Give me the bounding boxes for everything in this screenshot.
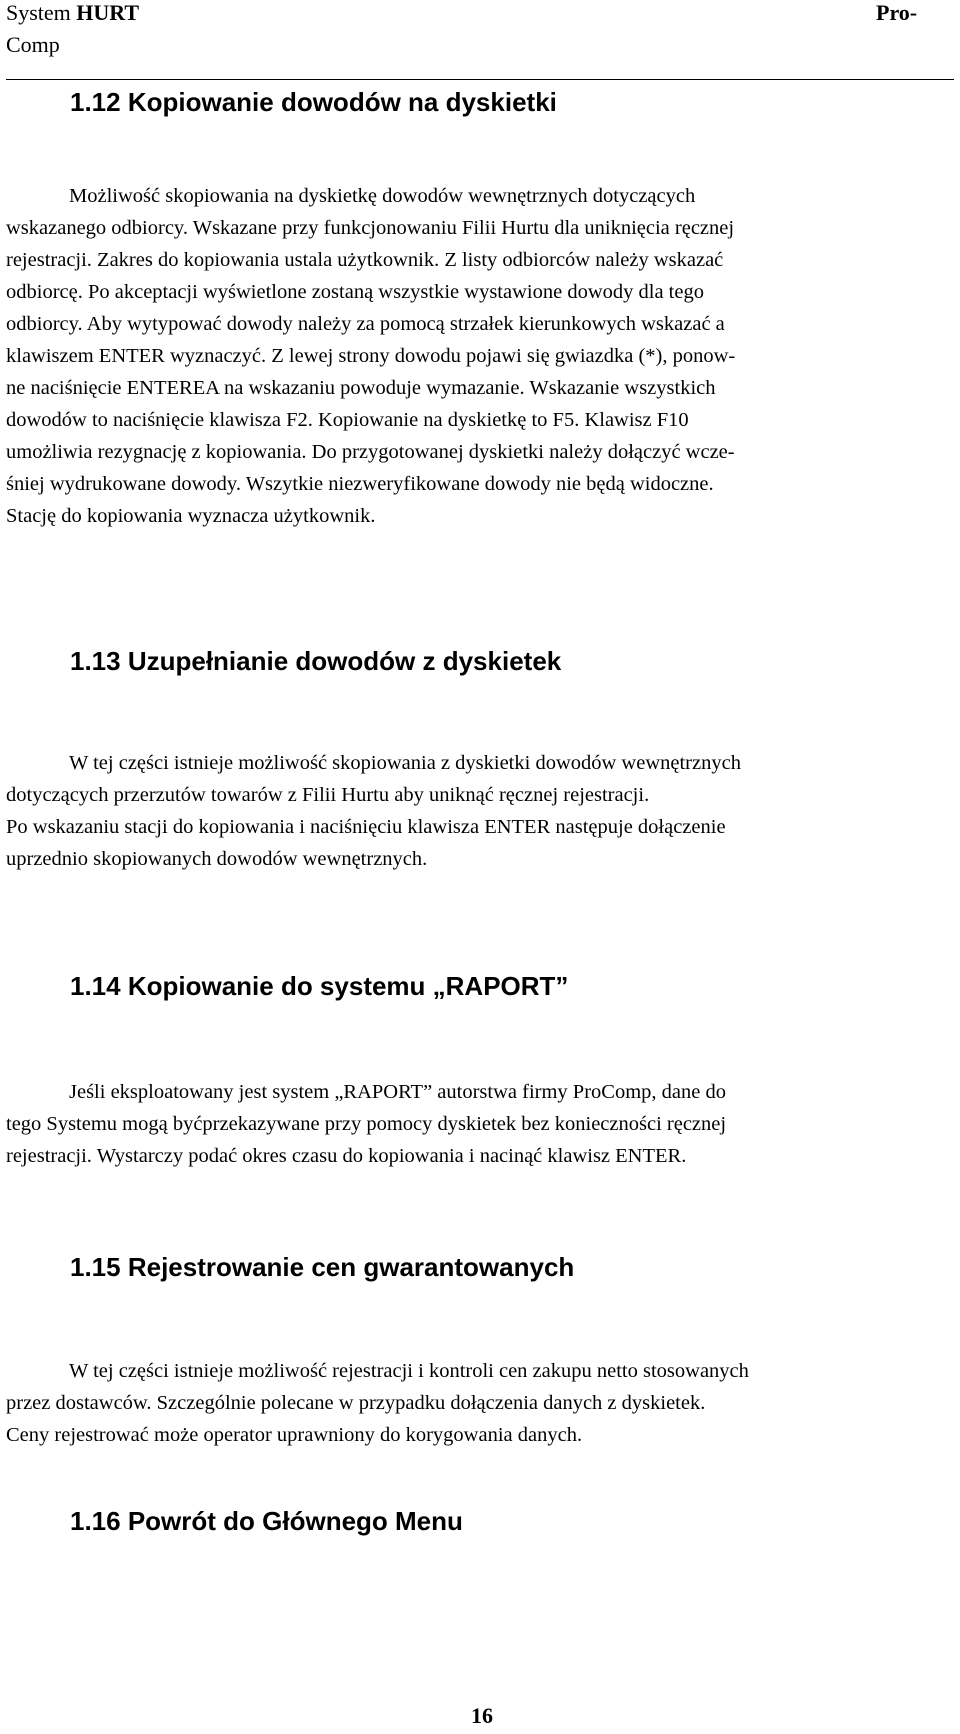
body-line: W tej części istnieje możliwość skopiowania z dyskietki dowodów wewnętrznych — [69, 752, 741, 774]
body-line: rejestracji. Zakres do kopiowania ustala użytkownik. Z listy odbiorców należy wskazać — [6, 249, 724, 271]
body-line: Jeśli eksploatowany jest system „RAPORT” autorstwa firmy ProComp, dane do — [69, 1081, 726, 1103]
header-divider — [6, 79, 954, 80]
body-line: Po wskazaniu stacji do kopiowania i naciśnięciu klawisza ENTER następuje dołączenie — [6, 816, 726, 838]
header-system-prefix: System — [6, 0, 71, 25]
header-vendor-left: Comp — [6, 32, 60, 57]
body-line: Ceny rejestrować może operator uprawniony do korygowania danych. — [6, 1424, 583, 1446]
body-line: rejestracji. Wystarczy podać okres czasu do kopiowania i nacinąć klawisz ENTER. — [6, 1145, 687, 1167]
body-line: dowodów to naciśnięcie klawisza F2. Kopiowanie na dyskietkę to F5. Klawisz F10 — [6, 409, 689, 431]
body-line: W tej części istnieje możliwość rejestracji i kontroli cen zakupu netto stosowanych — [69, 1360, 749, 1382]
page-number: 16 — [471, 1703, 493, 1728]
body-line: tego Systemu mogą byćprzekazywane przy pomocy dyskietek bez konieczności ręcznej — [6, 1113, 727, 1135]
body-line: śniej wydrukowane dowody. Wszytkie niezweryfikowane dowody nie będą widoczne. — [6, 473, 714, 495]
section-body-1-12 — [6, 180, 936, 532]
running-header-system — [6, 0, 139, 26]
body-line: Możliwość skopiowania na dyskietkę dowodów wewnętrznych dotyczących — [69, 185, 696, 207]
section-heading-1-16: 1.16 Powrót do Głównego Menu — [70, 1506, 463, 1536]
section-heading-1-12: 1.12 Kopiowanie dowodów na dyskietki — [70, 87, 557, 117]
section-heading-1-14: 1.14 Kopiowanie do systemu „RAPORT” — [70, 971, 569, 1001]
body-line: Stację do kopiowania wyznacza użytkownik. — [6, 505, 376, 527]
section-body-1-14 — [6, 1076, 936, 1172]
body-line: dotyczących przerzutów towarów z Filii Hurtu aby uniknąć ręcznej rejestracji. — [6, 784, 650, 806]
body-line: odbiorcę. Po akceptacji wyświetlone zostaną wszystkie wystawione dowody dla tego — [6, 281, 704, 303]
header-vendor-right: Pro- — [876, 0, 918, 25]
body-line: odbiorcy. Aby wytypować dowody należy za pomocą strzałek kierunkowych wskazać a — [6, 313, 725, 335]
body-line: ne naciśnięcie ENTEREA na wskazaniu powoduje wymazanie. Wskazanie wszystkich — [6, 377, 716, 399]
section-body-1-13 — [6, 747, 936, 875]
header-system-name: HURT — [76, 0, 140, 25]
section-heading-1-13: 1.13 Uzupełnianie dowodów z dyskietek — [70, 646, 562, 676]
body-line: wskazanego odbiorcy. Wskazane przy funkcjonowaniu Filii Hurtu dla uniknięcia ręcznej — [6, 217, 735, 239]
body-line: klawiszem ENTER wyznaczyć. Z lewej strony dowodu pojawi się gwiazdka (*), ponow- — [6, 345, 736, 367]
section-heading-1-15: 1.15 Rejestrowanie cen gwarantowanych — [70, 1252, 575, 1282]
section-body-1-15 — [6, 1355, 936, 1451]
body-line: uprzednio skopiowanych dowodów wewnętrznych. — [6, 848, 428, 870]
body-line: umożliwia rezygnację z kopiowania. Do przygotowanej dyskietki należy dołączyć wcze- — [6, 441, 735, 463]
body-line: przez dostawców. Szczególnie polecane w przypadku dołączenia danych z dyskietek. — [6, 1392, 706, 1414]
